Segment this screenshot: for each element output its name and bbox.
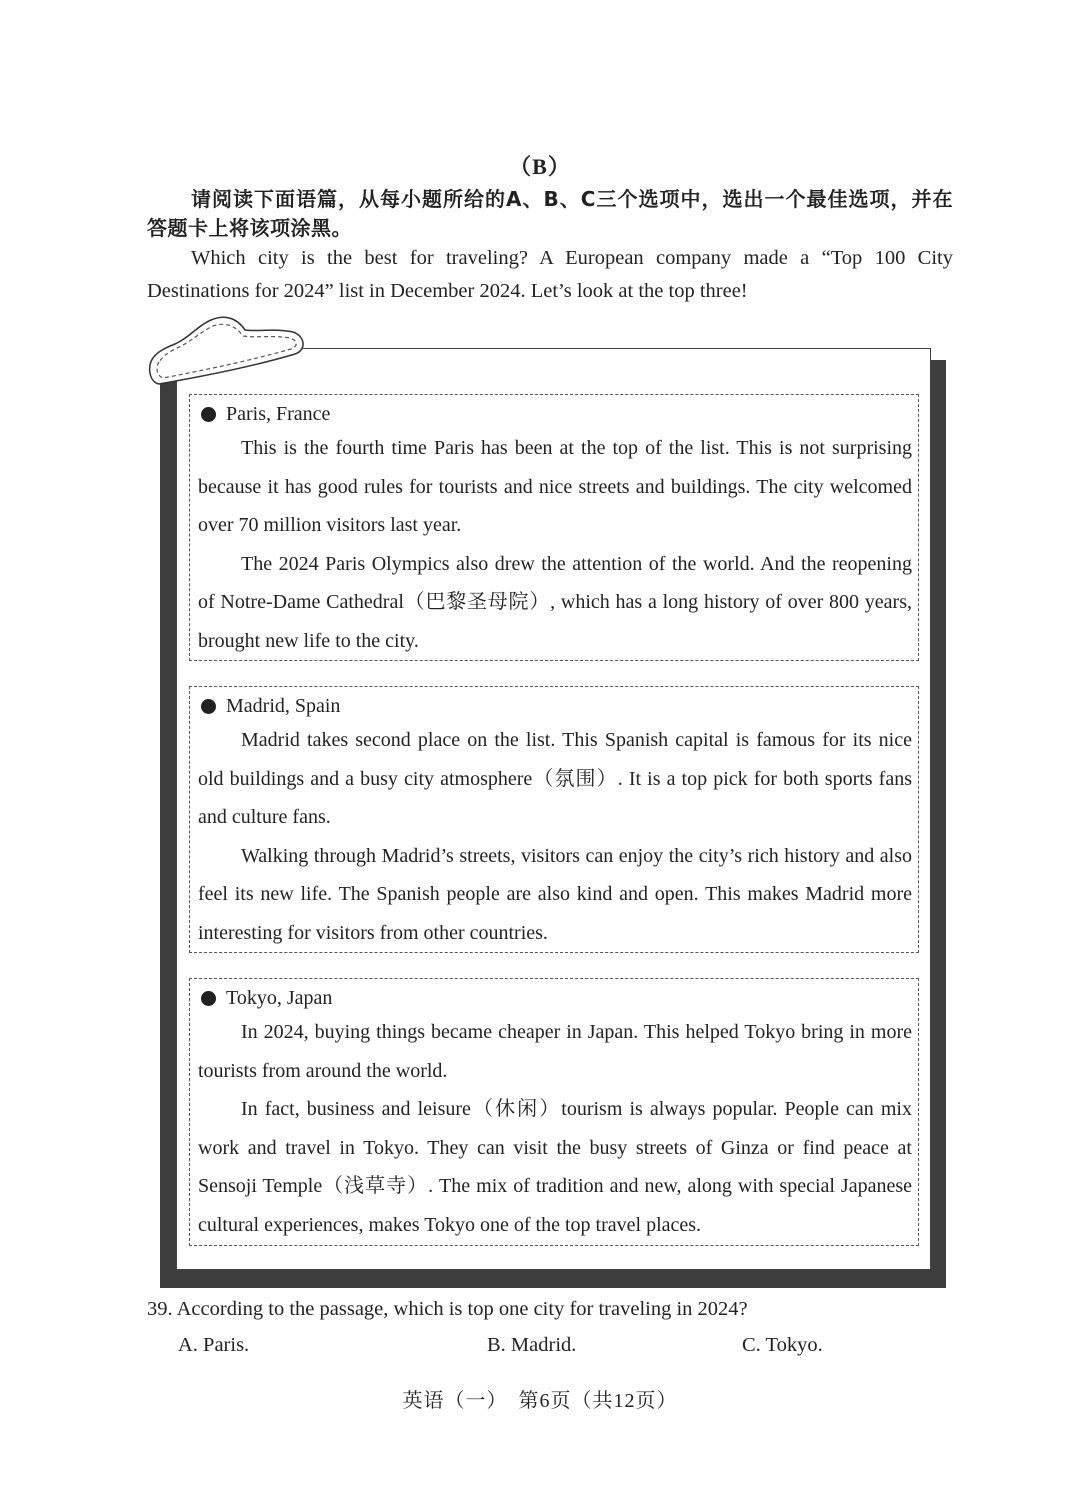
city-card-tokyo [189,978,919,1246]
paragraph: Walking through Madrid’s streets, visitors can enjoy the city’s rich history and also feel its new life. The Spanish people are also kind and open. This makes Madrid more interesting for visitors from other countries. [198,844,912,944]
paragraph: This is the fourth time Paris has been at the top of the list. This is not surprising because it has good rules for tourists and nice streets and buildings. The city welcomed over 70 million visitors last year. [198,437,912,536]
paragraph: Madrid takes second place on the list. This Spanish capital is famous for its nice old buildings and a busy city atmosphere（氛围）. It is a top pick for both sports fans and culture fans. [198,729,912,828]
bullet-icon [201,699,216,714]
city-title: Madrid, Spain [226,695,341,717]
city-card-madrid [189,686,919,953]
bullet-icon [201,407,216,422]
intro-paragraph: Which city is the best for traveling? A European company made a “Top 100 City Destinations for 2024” list in December 2024. Let’s look at the top three! [147,247,953,302]
city-title: Paris, France [226,403,331,425]
option-b: B. Madrid. [487,1334,577,1356]
instruction-text: 请阅读下面语篇，从每小题所给的A、B、C三个选项中，选出一个最佳选项，并在答题卡上将该项涂黑。 [147,187,953,240]
paragraph: In fact, business and leisure（休闲）tourism is always popular. People can mix work and travel in Tokyo. They can visit the busy streets of Ginza or find peace at Sensoji Temple（浅草寺）. The mix of tradition and new, along with special Japanese cultural experiences, makes Tokyo one of the top travel places. [198,1098,912,1236]
city-card-paris [189,394,919,661]
paragraph: The 2024 Paris Olympics also drew the attention of the world. And the reopening of Notre-Dame Cathedral（巴黎圣母院）, which has a long history of over 800 years, brought new life to the city. [198,552,912,652]
city-title: Tokyo, Japan [226,987,333,1009]
ribbon-tag-icon [145,310,310,392]
paragraph: In 2024, buying things became cheaper in Japan. This helped Tokyo bring in more tourists from around the world. [198,1021,912,1082]
option-c: C. Tokyo. [742,1334,823,1356]
option-a: A. Paris. [178,1334,250,1356]
question-text: 39. According to the passage, which is top one city for traveling in 2024? [147,1298,748,1320]
section-label: （B） [509,154,571,179]
page-footer: 英语（一） 第6页（共12页） [402,1390,678,1412]
bullet-icon [201,991,216,1006]
